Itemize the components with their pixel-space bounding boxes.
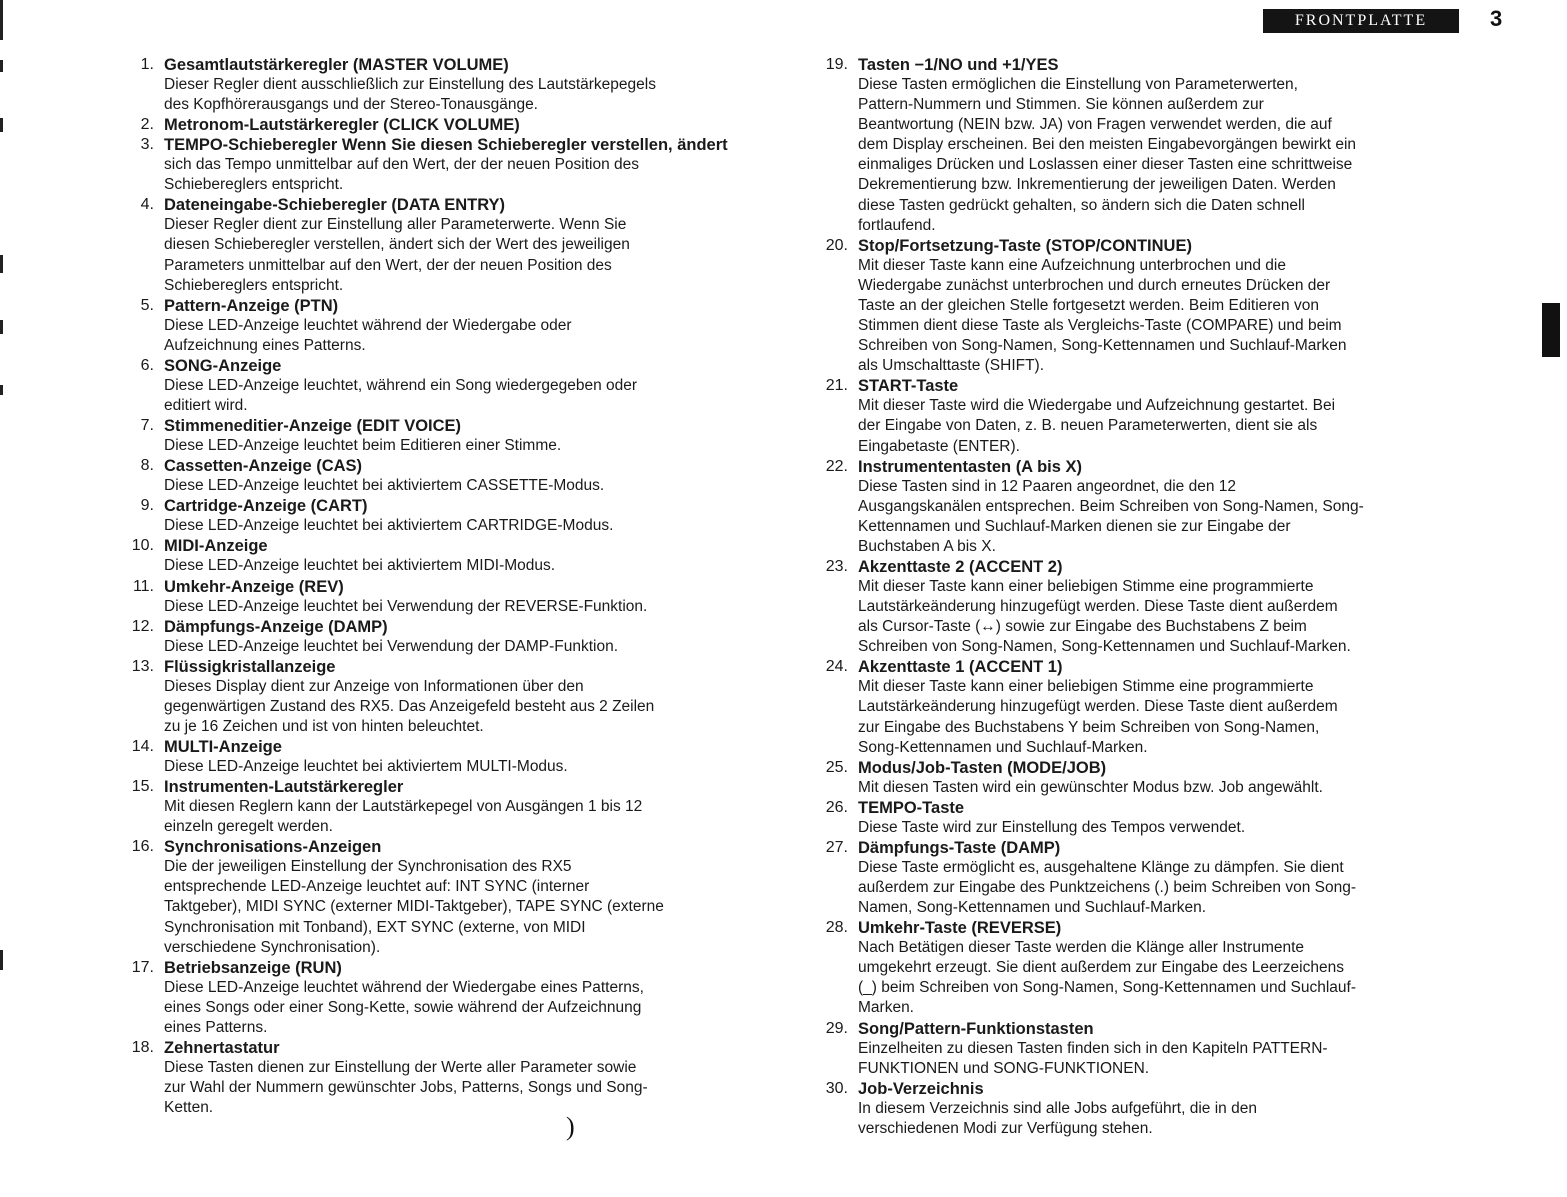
item-title: Flüssigkristallanzeige: [164, 657, 336, 676]
item-description-line: einmaliges Drücken und Loslassen einer dieser Tasten eine schrittweise: [858, 156, 1353, 174]
item-description-line: zur Wahl der Nummern gewünschter Jobs, Patterns, Songs und Song-: [164, 1079, 648, 1097]
item-number: 19.: [825, 56, 848, 73]
item-description-line: Diese LED-Anzeige leuchtet bei Verwendung der DAMP-Funktion.: [164, 637, 619, 655]
item-description-line: Dieser Regler dient ausschließlich zur Einstellung des Lautstärkepegels: [164, 76, 656, 93]
item-title: MULTI-Anzeige: [164, 737, 282, 756]
list-item: [812, 838, 1452, 918]
item-description-line: Diese LED-Anzeige leuchtet bei aktiviertem CASSETTE-Modus.: [164, 477, 605, 495]
item-description-line: editiert wird.: [164, 397, 248, 415]
item-description-line: Taste an der gleichen Stelle fortgesetzt werden. Beim Editieren von: [858, 296, 1319, 314]
list-item: [118, 737, 758, 777]
item-description-line: Schreiben von Song-Namen, Song-Kettennamen und Suchlauf-Marken: [858, 337, 1347, 355]
item-description-line: des Kopfhörerausgangs und der Stereo-Tonausgänge.: [164, 96, 538, 114]
item-description-line: als Umschalttaste (SHIFT).: [858, 357, 1045, 375]
item-number: 23.: [825, 557, 848, 575]
item-number: 29.: [825, 1019, 848, 1037]
scan-edge-mark: [0, 60, 3, 72]
item-number: 8.: [140, 457, 154, 475]
item-title: Zehnertastatur: [164, 1039, 280, 1057]
item-description-line: eines Songs oder einer Song-Kette, sowie während der Aufzeichnung: [164, 998, 642, 1016]
list-item: [812, 918, 1452, 1018]
item-number: 4.: [140, 196, 154, 214]
item-description-line: sich das Tempo unmittelbar auf den Wert, der der neuen Position des: [164, 156, 640, 174]
item-title: Umkehr-Anzeige (REV): [164, 577, 344, 596]
scan-edge-mark: [0, 255, 3, 273]
list-item: [812, 376, 1452, 456]
item-title: Synchronisations-Anzeigen: [164, 838, 382, 857]
item-title: Dämpfungs-Anzeige (DAMP): [164, 617, 388, 636]
list-item: [812, 457, 1452, 557]
item-number: 12.: [131, 617, 154, 635]
list-item: [812, 1019, 1452, 1079]
item-description-line: Schreiben von Song-Namen, Song-Kettennamen und Suchlauf-Marken.: [858, 638, 1351, 656]
list-item: [118, 195, 758, 295]
list-item: [118, 456, 758, 496]
list-item: [812, 55, 1452, 236]
list-item: [118, 1038, 758, 1118]
list-item: [118, 135, 758, 195]
item-description-line: Diese LED-Anzeige leuchtet bei aktiviertem MIDI-Modus.: [164, 557, 556, 575]
list-item: [118, 777, 758, 837]
item-title: SONG-Anzeige: [164, 356, 282, 375]
item-description-line: Marken.: [858, 999, 914, 1017]
item-description-line: Diese Taste ermöglicht es, ausgehaltene Klänge zu dämpfen. Sie dient: [858, 858, 1344, 876]
item-description-line: Mit dieser Taste kann einer beliebigen Stimme eine programmierte: [858, 678, 1314, 696]
item-description-line: Ketten.: [164, 1099, 214, 1117]
item-number: 21.: [825, 377, 848, 395]
list-item: [118, 356, 758, 416]
page-number: 3: [1490, 6, 1503, 31]
list-item: [812, 657, 1452, 757]
section-header-bar: [1263, 9, 1459, 33]
list-item: [118, 837, 758, 957]
item-number: 24.: [825, 658, 848, 676]
item-description-line: Einzelheiten zu diesen Tasten finden sich in den Kapiteln PATTERN-: [858, 1039, 1328, 1057]
item-description-line: Stimmen dient diese Taste als Vergleichs-Taste (COMPARE) und beim: [858, 317, 1342, 335]
list-item: [118, 296, 758, 356]
item-title: Umkehr-Taste (REVERSE): [858, 919, 1062, 938]
item-description-line: Diese LED-Anzeige leuchtet während der Wiedergabe eines Patterns,: [164, 978, 644, 996]
item-number: 3.: [140, 136, 154, 154]
item-number: 15.: [131, 778, 154, 796]
item-description-line: Diese LED-Anzeige leuchtet beim Editieren einer Stimme.: [164, 437, 562, 455]
item-description-line: Parameters unmittelbar auf den Wert, der der neuen Position des: [164, 256, 612, 274]
list-item: [812, 798, 1452, 838]
item-description-line: diese Tasten gedrückt gehalten, so ändern sich die Daten schnell: [858, 196, 1305, 214]
item-description-line: In diesem Verzeichnis sind alle Jobs aufgeführt, die in den: [858, 1099, 1257, 1117]
scan-edge-mark: [0, 118, 3, 132]
item-description-line: Lautstärkeänderung hinzugefügt werden. Diese Taste dient außerdem: [858, 598, 1338, 616]
item-title: Dämpfungs-Taste (DAMP): [858, 838, 1061, 857]
item-number: 10.: [131, 537, 154, 555]
item-number: 18.: [131, 1039, 154, 1056]
item-title: Cassetten-Anzeige (CAS): [164, 457, 363, 476]
item-description-line: verschiedene Synchronisation).: [164, 938, 381, 956]
item-description-line: Pattern-Nummern und Stimmen. Sie können außerdem zur: [858, 96, 1264, 114]
item-title: TEMPO-Taste: [858, 798, 965, 817]
item-description-line: der Eingabe von Daten, z. B. neuen Parameterwerten, dient sie als: [858, 417, 1318, 435]
item-description-line: Wiedergabe zunächst unterbrochen und durch erneutes Drücken der: [858, 276, 1331, 294]
item-number: 1.: [140, 56, 154, 73]
item-title: Metronom-Lautstärkeregler (CLICK VOLUME): [164, 116, 520, 135]
item-description-line: Schiebereglers entspricht.: [164, 276, 344, 294]
item-description-line: Diese LED-Anzeige leuchtet bei aktiviertem CARTRIDGE-Modus.: [164, 517, 614, 535]
item-description-line: zu je 16 Zeichen und ist von hinten beleuchtet.: [164, 717, 484, 735]
item-number: 7.: [140, 417, 154, 435]
list-item: [118, 958, 758, 1038]
item-title: Cartridge-Anzeige (CART): [164, 497, 368, 516]
item-number: 22.: [825, 457, 848, 475]
item-title: Instrumenten-Lautstärkeregler: [164, 778, 404, 797]
item-title: Stop/Fortsetzung-Taste (STOP/CONTINUE): [858, 236, 1192, 255]
item-description-line: diesen Schieberegler verstellen, ändert sich der Wert des jeweiligen: [164, 236, 630, 254]
list-item: [118, 496, 758, 536]
scan-edge-mark: [0, 950, 3, 970]
list-item: [812, 236, 1452, 377]
item-description-line: einzeln geregelt werden.: [164, 818, 333, 836]
thumb-index-mark: [1542, 303, 1560, 357]
item-description-line: Dieses Display dient zur Anzeige von Informationen über den: [164, 677, 584, 695]
item-description-line: (_) beim Schreiben von Song-Namen, Song-Kettennamen und Suchlauf-: [858, 979, 1357, 997]
item-description-line: Eingabetaste (ENTER).: [858, 437, 1020, 455]
item-number: 28.: [825, 919, 848, 937]
item-title: Tasten −1/NO und +1/YES: [858, 56, 1059, 74]
item-number: 14.: [131, 737, 154, 755]
scan-edge-mark: [0, 0, 3, 40]
item-description-line: Mit diesen Reglern kann der Lautstärkepegel von Ausgängen 1 bis 12: [164, 798, 643, 816]
item-description-line: Diese LED-Anzeige leuchtet bei Verwendung der REVERSE-Funktion.: [164, 597, 648, 615]
item-title: MIDI-Anzeige: [164, 537, 268, 556]
item-number: 20.: [825, 236, 848, 254]
item-title: Instrumententasten (A bis X): [858, 457, 1082, 476]
item-description-line: gegenwärtigen Zustand des RX5. Das Anzeigefeld besteht aus 2 Zeilen: [164, 697, 655, 715]
item-description-line: eines Patterns.: [164, 1018, 268, 1036]
item-description-line: Kettennamen und Suchlauf-Marken dienen sie zur Eingabe der: [858, 517, 1291, 535]
item-description-line: zur Eingabe des Buchstabens Y beim Schreiben von Song-Namen,: [858, 718, 1320, 736]
scan-edge-mark: [0, 385, 3, 395]
item-description-line: dem Display erscheinen. Bei den meisten Eingabevorgängen bewirkt ein: [858, 136, 1357, 154]
item-description-line: Schiebereglers entspricht.: [164, 176, 344, 194]
list-item: [118, 577, 758, 617]
item-description-line: Diese Tasten dienen zur Einstellung der Werte aller Parameter sowie: [164, 1059, 637, 1076]
item-number: 2.: [140, 116, 154, 134]
item-title: TEMPO-Schieberegler Wenn Sie diesen Schieberegler verstellen, ändert: [164, 136, 728, 155]
item-description-line: FUNKTIONEN und SONG-FUNKTIONEN.: [858, 1059, 1150, 1077]
right-column: [812, 55, 1452, 1139]
list-item: [812, 758, 1452, 798]
item-description-line: Diese LED-Anzeige leuchtet, während ein Song wiedergegeben oder: [164, 376, 638, 394]
scan-artifact-mark: ): [566, 1112, 575, 1141]
item-number: 5.: [140, 296, 154, 314]
scan-edge-mark: [0, 320, 3, 334]
list-item: [118, 55, 758, 115]
item-description-line: Diese Tasten ermöglichen die Einstellung von Parameterwerten,: [858, 76, 1298, 93]
item-description-line: Beantwortung (NEIN bzw. JA) von Fragen verwendet werden, die auf: [858, 116, 1332, 134]
item-description-line: Nach Betätigen dieser Taste werden die Klänge aller Instrumente: [858, 939, 1305, 957]
item-description-line: entsprechende LED-Anzeige leuchtet auf: INT SYNC (interner: [164, 878, 590, 896]
list-item: [812, 1079, 1452, 1139]
item-description-line: Taktgeber), MIDI SYNC (externer MIDI-Taktgeber), TAPE SYNC (externe: [164, 898, 664, 916]
item-description-line: Mit dieser Taste kann eine Aufzeichnung unterbrochen und die: [858, 256, 1286, 274]
item-description-line: Lautstärkeänderung hinzugefügt werden. Diese Taste dient außerdem: [858, 698, 1338, 716]
item-number: 17.: [131, 958, 154, 976]
item-number: 16.: [131, 838, 154, 856]
list-item: [118, 536, 758, 576]
item-title: Akzenttaste 2 (ACCENT 2): [858, 557, 1063, 576]
item-description-line: Dekrementierung bzw. Inkrementierung der jeweiligen Daten. Werden: [858, 176, 1336, 194]
list-item: [118, 115, 758, 135]
item-number: 27.: [825, 838, 848, 856]
list-item: [118, 657, 758, 737]
item-number: 13.: [131, 657, 154, 675]
item-title: Pattern-Anzeige (PTN): [164, 296, 339, 315]
item-description-line: verschiedenen Modi zur Verfügung stehen.: [858, 1119, 1153, 1137]
item-number: 6.: [140, 356, 154, 374]
item-description-line: Aufzeichnung eines Patterns.: [164, 336, 366, 354]
item-description-line: außerdem zur Eingabe des Punktzeichens (.) beim Schreiben von Song-: [858, 879, 1356, 896]
list-item: [118, 416, 758, 456]
item-description-line: Dieser Regler dient zur Einstellung aller Parameterwerte. Wenn Sie: [164, 216, 627, 234]
item-title: Modus/Job-Tasten (MODE/JOB): [858, 758, 1107, 777]
item-title: START-Taste: [858, 377, 959, 396]
item-title: Dateneingabe-Schieberegler (DATA ENTRY): [164, 196, 506, 215]
item-description-line: Song-Kettennamen und Suchlauf-Marken.: [858, 738, 1148, 756]
item-description-line: Mit diesen Tasten wird ein gewünschter Modus bzw. Job angewählt.: [858, 778, 1323, 796]
item-title: Betriebsanzeige (RUN): [164, 958, 342, 977]
item-number: 9.: [140, 497, 154, 515]
item-description-line: Diese LED-Anzeige leuchtet während der Wiedergabe oder: [164, 316, 572, 334]
item-title: Gesamtlautstärkeregler (MASTER VOLUME): [164, 56, 509, 74]
item-description-line: Mit dieser Taste wird die Wiedergabe und Aufzeichnung gestartet. Bei: [858, 397, 1336, 415]
item-description-line: Diese LED-Anzeige leuchtet bei aktiviertem MULTI-Modus.: [164, 757, 568, 775]
item-description-line: Mit dieser Taste kann einer beliebigen Stimme eine programmierte: [858, 577, 1314, 595]
item-description-line: Synchronisation mit Tonband), EXT SYNC (externe, von MIDI: [164, 918, 586, 936]
item-number: 26.: [825, 798, 848, 816]
item-description-line: Die der jeweiligen Einstellung der Synchronisation des RX5: [164, 858, 572, 876]
item-title: Stimmeneditier-Anzeige (EDIT VOICE): [164, 417, 462, 436]
item-description-line: Ausgangskanälen entsprechen. Beim Schreiben von Song-Namen, Song-: [858, 497, 1364, 515]
section-title: FRONTPLATTE: [1294, 12, 1428, 29]
item-title: Akzenttaste 1 (ACCENT 1): [858, 658, 1063, 677]
item-description-line: Diese Tasten sind in 12 Paaren angeordnet, die den 12: [858, 477, 1237, 495]
item-description-line: Namen, Song-Kettennamen und Suchlauf-Marken.: [858, 899, 1207, 917]
item-description-line: fortlaufend.: [858, 216, 936, 234]
item-number: 30.: [825, 1079, 848, 1097]
item-description-line: Diese Taste wird zur Einstellung des Tempos verwendet.: [858, 818, 1246, 836]
list-item: [812, 557, 1452, 657]
item-number: 11.: [132, 577, 154, 595]
item-description-line: als Cursor-Taste (↔) sowie zur Eingabe des Buchstabens Z beim: [858, 618, 1307, 636]
item-title: Song/Pattern-Funktionstasten: [858, 1019, 1094, 1038]
left-column: [118, 55, 758, 1118]
item-description-line: umgekehrt erzeugt. Sie dient außerdem zur Eingabe des Leerzeichens: [858, 959, 1344, 977]
list-item: [118, 617, 758, 657]
item-number: 25.: [825, 758, 848, 776]
item-title: Job-Verzeichnis: [858, 1079, 984, 1098]
item-description-line: Buchstaben A bis X.: [858, 537, 996, 555]
